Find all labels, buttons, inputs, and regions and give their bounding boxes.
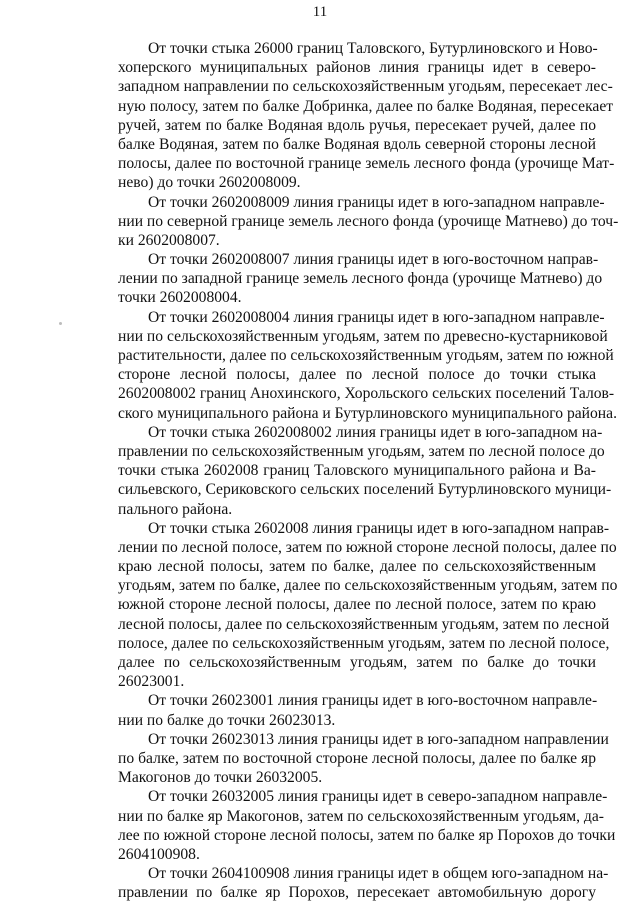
text-line: лесной полосы, далее по сельскохозяйственным угодьям, затем по лесной xyxy=(118,615,610,633)
paragraph xyxy=(118,308,617,423)
text-line: От точки 2602008009 линия границы идет в юго-западном направле- xyxy=(148,193,605,211)
paragraph xyxy=(118,691,596,729)
text-line: южной стороне лесной полосы, далее по лесной полосе, затем по краю xyxy=(118,596,596,614)
text-line: полосе, далее по сельскохозяйственным угодьям, затем по лесной полосе, xyxy=(118,634,610,652)
text-line: От точки 26023001 линия границы идет в юго-восточном направле- xyxy=(148,692,598,710)
text-line: стороне лесной полосы, далее по лесной полосе до точки стыка xyxy=(118,366,596,384)
paragraph xyxy=(118,519,618,692)
text-line: правлении по сельскохозяйственным угодьям, затем по лесной полосе до xyxy=(118,442,605,460)
body-text xyxy=(118,39,619,902)
text-line: ручей, затем по балке Водяная вдоль ручья, пересекает ручей, далее по xyxy=(118,116,596,134)
text-line: От точки стыка 26000 границ Таловского, Бутурлиновского и Ново- xyxy=(148,40,598,57)
text-line: 2604100908. xyxy=(118,845,200,863)
text-line: От точки 2602008004 линия границы идет в юго-западном направле- xyxy=(148,308,605,326)
text-line: нии по северной границе земель лесного фонда (урочище Матнево) до точ- xyxy=(118,212,619,230)
text-line: ную полосу, затем по балке Добринка, далее по балке Водяная, пересекает xyxy=(118,97,614,115)
text-line: далее по сельскохозяйственным угодьям, затем по балке до точки xyxy=(118,654,596,671)
text-line: лении по западной границе земель лесного фонда (урочище Матнево) до xyxy=(118,270,603,288)
paragraph xyxy=(118,250,603,308)
text-line: От точки 26032005 линия границы идет в северо-западном направле- xyxy=(148,788,608,806)
text-line: нево) до точки 2602008009. xyxy=(118,174,301,192)
text-line: Макогонов до точки 26032005. xyxy=(118,769,323,787)
text-line: нии по балке до точки 26023013. xyxy=(118,711,336,729)
text-line: пального района. xyxy=(118,500,233,518)
text-line: ки 2602008007. xyxy=(118,231,220,249)
scan-speck xyxy=(59,322,62,325)
text-line: точки стыка 2602008 границ Таловского муниципального района и Ва- xyxy=(118,462,596,480)
text-line: полосы, далее по восточной границе земель лесного фонда (урочище Мат- xyxy=(118,155,615,173)
text-line: От точки 26023013 линия границы идет в юго-западном направлении xyxy=(148,730,609,748)
paragraph xyxy=(118,193,619,251)
text-line: 2602008002 границ Анохинского, Хорольского сельских поселений Талов- xyxy=(118,385,615,403)
paragraph xyxy=(118,864,609,902)
text-line: балке Водяная, затем по балке Водяная вдоль северной стороны лесной xyxy=(118,135,596,153)
text-line: нии по сельскохозяйственным угодьям, затем по древесно-кустарниковой xyxy=(118,327,608,345)
page-number: 11 xyxy=(312,4,328,20)
text-line: От точки 2604100908 линия границы идет в общем юго-западном на- xyxy=(148,865,609,883)
text-line: ского муниципального района и Бутурлиновского муниципального района. xyxy=(118,404,617,422)
text-line: От точки стыка 2602008002 линия границы идет в юго-западном на- xyxy=(148,423,603,441)
text-line: краю лесной полосы, затем по балке, далее по сельскохозяйственным xyxy=(118,558,596,576)
text-line: От точки 2602008007 линия границы идет в юго-восточном направ- xyxy=(148,251,599,269)
text-line: От точки стыка 2602008 линия границы идет в юго-западном направ- xyxy=(148,519,610,537)
text-line: западном направлении по сельскохозяйственным угодьям, пересекает лес- xyxy=(118,78,613,96)
paragraph xyxy=(118,730,609,788)
text-line: лении по лесной полосе, затем по южной стороне лесной полосы, далее по xyxy=(118,538,617,556)
text-line: нии по балке яр Макогонов, затем по сельскохозяйственным угодьям, да- xyxy=(118,807,604,825)
text-line: по балке, затем по восточной стороне лесной полосы, далее по балке яр xyxy=(118,749,596,767)
text-line: растительности, далее по сельскохозяйственным угодьям, затем по южной xyxy=(118,347,614,364)
text-line: лее по южной стороне лесной полосы, затем по балке яр Порохов до точки xyxy=(118,826,616,844)
paragraph xyxy=(118,423,612,519)
text-line: правлении по балке яр Порохов, пересекает автомобильную дорогу xyxy=(118,884,596,902)
paragraph xyxy=(118,787,616,864)
paragraph xyxy=(118,39,615,193)
text-line: сильевского, Сериковского сельских поселений Бутурлиновского муници- xyxy=(118,481,612,499)
text-line: 26023001. xyxy=(118,673,185,691)
text-line: точки 2602008004. xyxy=(118,289,242,307)
text-line: угодьям, затем по балке, далее по сельскохозяйственным угодьям, затем по xyxy=(118,577,618,595)
text-line: хоперского муниципальных районов линия границы идет в северо- xyxy=(118,59,596,77)
